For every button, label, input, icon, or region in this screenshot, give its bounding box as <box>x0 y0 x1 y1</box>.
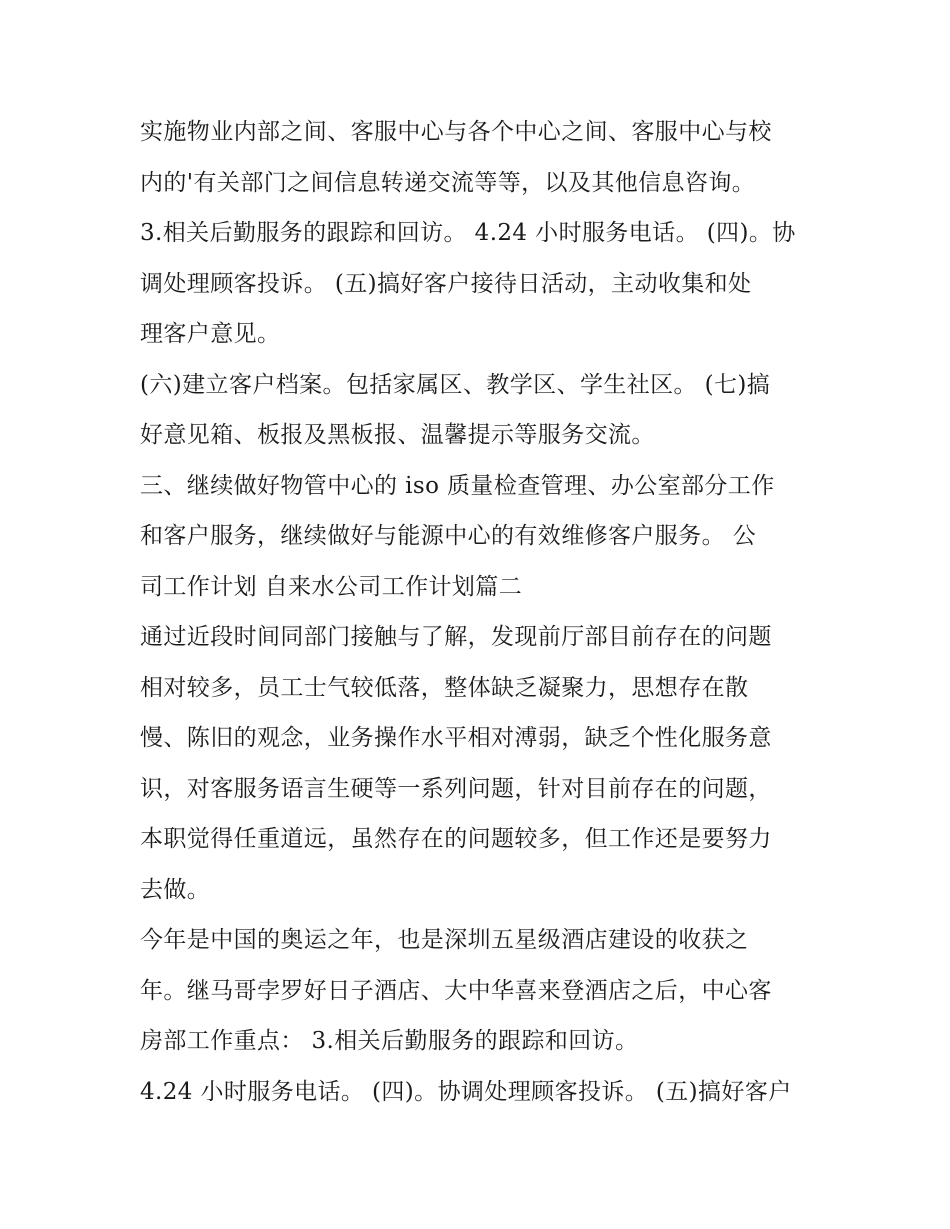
text-line: 年。继马哥孛罗好日子酒店、大中华喜来登酒店之后，中心客 <box>140 977 772 1004</box>
text-line: 司工作计划 自来水公司工作计划篇二 <box>140 573 523 600</box>
text-line: 去做。 <box>140 876 211 903</box>
text-line: 3.相关后勤服务的跟踪和回访。 4.24 小时服务电话。 (四)。协 <box>140 220 796 246</box>
text-line: 调处理顾客投诉。 (五)搞好客户接待日活动，主动收集和处 <box>140 270 752 297</box>
document-body <box>140 107 820 1117</box>
text-line: 4.24 小时服务电话。 (四)。协调处理顾客投诉。 (五)搞好客户 <box>140 1078 792 1105</box>
text-line: 房部工作重点： 3.相关后勤服务的跟踪和回访。 <box>140 1028 639 1054</box>
text-line: 本职觉得任重道远，虽然存在的问题较多，但工作还是要努力 <box>140 826 772 852</box>
text-line: 识，对客服务语言生硬等一系列问题，针对目前存在的问题， <box>140 775 772 802</box>
text-line: 三、继续做好物管中心的 iso 质量检查管理、办公室部分工作 <box>140 472 775 499</box>
text-line: 内的'有关部门之间信息转递交流等等，以及其他信息咨询。 <box>140 169 756 196</box>
text-line: 今年是中国的奥运之年，也是深圳五星级酒店建设的收获之 <box>140 927 749 953</box>
text-line: 实施物业内部之间、客服中心与各个中心之间、客服中心与校 <box>140 119 772 145</box>
text-line: 相对较多，员工士气较低落，整体缺乏凝聚力，思想存在散 <box>140 674 749 701</box>
text-line: 和客户服务，继续做好与能源中心的有效维修客户服务。 公 <box>140 523 757 549</box>
text-line: 通过近段时间同部门接触与了解，发现前厅部目前存在的问题 <box>140 624 772 650</box>
text-line: 慢、陈旧的观念，业务操作水平相对溥弱，缺乏个性化服务意 <box>140 725 772 751</box>
text-line: 理客户意见。 <box>140 321 281 347</box>
text-line: 好意见箱、板报及黑板报、温馨提示等服务交流。 <box>140 422 655 448</box>
text-line: (六)建立客户档案。包括家属区、教学区、学生社区。 (七)搞 <box>140 371 771 398</box>
